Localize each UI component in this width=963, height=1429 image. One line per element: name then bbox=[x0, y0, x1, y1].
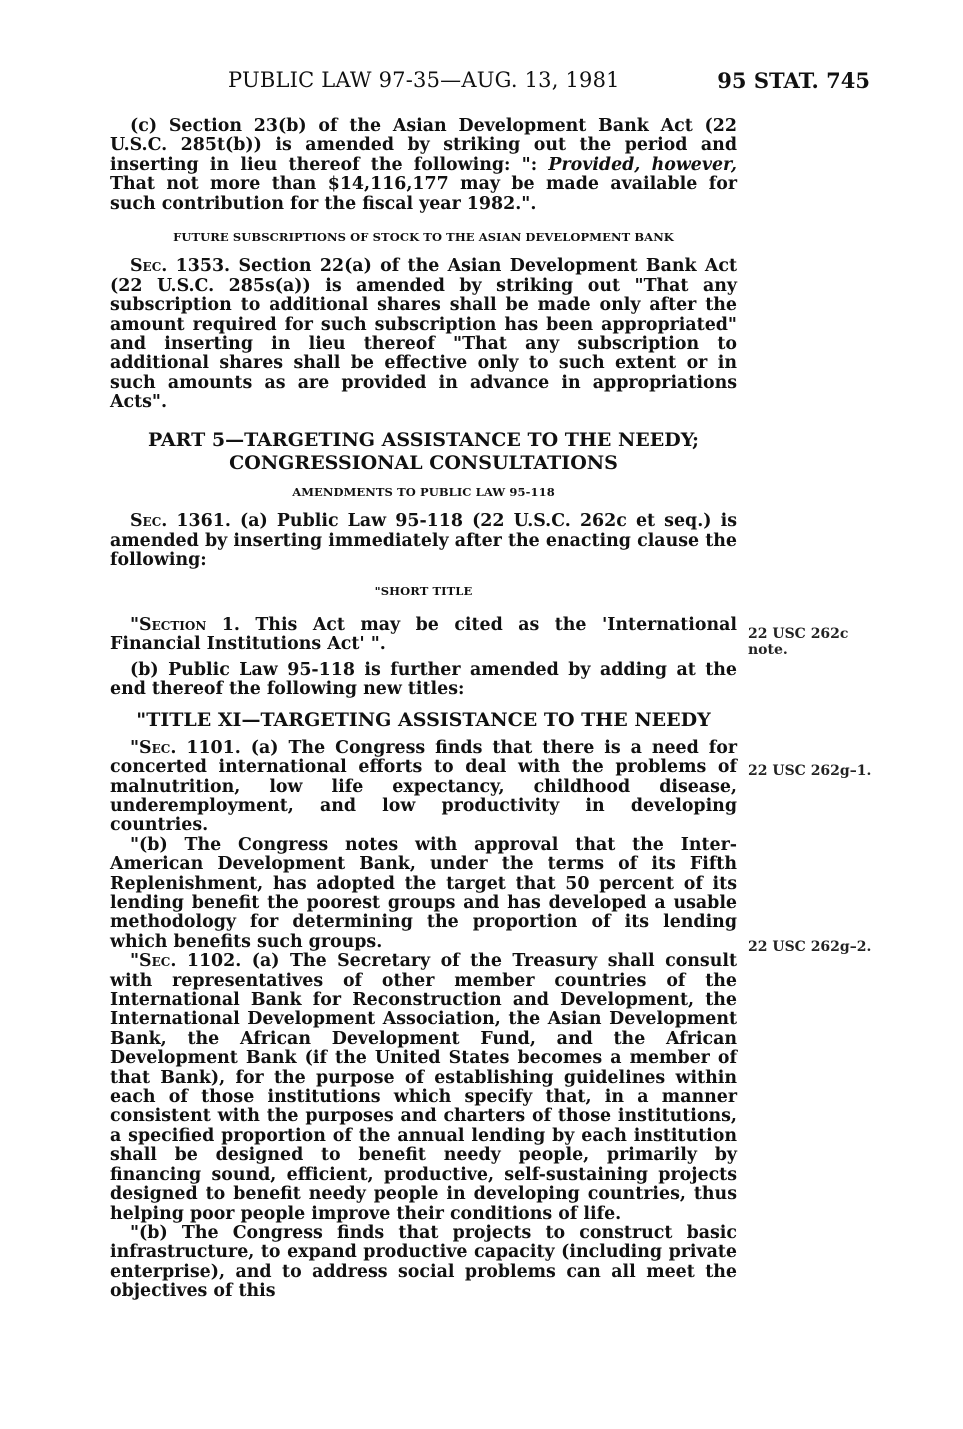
section-1-lead: "Section 1. bbox=[130, 614, 240, 635]
section-1101-a-text: (a) The Congress finds that there is a need for concerted international efforts to deal with the problems of malnutrition, low life expectancy, childhood disease, underemployment, and low productivity in developing countries. bbox=[110, 737, 737, 836]
heading-short-title: "SHORT TITLE bbox=[374, 584, 473, 599]
section-1353-text: Section 22(a) of the Asian Development Bank Act (22 U.S.C. 285s(a)) is amended by striking out "That any subscription to additional shares shall be made only after the amount required for such subscription has been appropriated" and inserting in lieu thereof "That any subscription to additional shares shall be effective only to such extent or in such amounts as are provided in advance in appropriations Acts". bbox=[110, 256, 737, 413]
margin-note-262g-2: 22 USC 262g–2. bbox=[748, 939, 872, 955]
paragraph-c-text-end: That not more than $14,116,177 may be made available for such contribution for the fiscal year 1982.". bbox=[110, 174, 737, 214]
margin-note-262c bbox=[748, 626, 848, 658]
margin-note-262g-1: 22 USC 262g–1. bbox=[748, 763, 872, 779]
section-1101-a bbox=[110, 739, 737, 836]
part-5-line-2: CONGRESSIONAL CONSULTATIONS bbox=[229, 451, 618, 474]
part-5-heading bbox=[110, 429, 737, 475]
part-5-line-1: PART 5—TARGETING ASSISTANCE TO THE NEEDY; bbox=[148, 428, 699, 451]
margin-note-262c-line-2: note. bbox=[748, 642, 788, 658]
margin-note-262c-line-1: 22 USC 262c bbox=[748, 626, 849, 642]
page-header bbox=[110, 68, 870, 98]
section-1353 bbox=[110, 257, 737, 412]
paragraph-c-italic: Provided, however, bbox=[548, 154, 737, 175]
title-xi-heading: "TITLE XI—TARGETING ASSISTANCE TO THE NEEDY bbox=[136, 709, 711, 732]
section-1 bbox=[110, 616, 737, 655]
header-page-number: 95 STAT. 745 bbox=[717, 68, 870, 93]
section-1361-text: (a) Public Law 95-118 (22 U.S.C. 262c et seq.) is amended by inserting immediately after the enacting clause the following: bbox=[110, 511, 737, 570]
section-1101-b: "(b) The Congress notes with approval that the Inter-American Development Bank, under the terms of its Fifth Replenishment, has adopted the target that 50 percent of its lending benefit the poorest groups and has developed a usable methodology for determining the proportion of its lending which benefits such groups. bbox=[110, 834, 737, 952]
section-1102-a bbox=[110, 952, 737, 1224]
section-1353-lead: Sec. 1353. bbox=[130, 256, 231, 277]
paragraph-c bbox=[110, 117, 737, 214]
section-1102-lead: "Sec. 1102. bbox=[130, 951, 242, 972]
header-title: PUBLIC LAW 97-35—AUG. 13, 1981 bbox=[228, 68, 620, 92]
section-1-text: This Act may be cited as the 'International Financial Institutions Act' ". bbox=[110, 614, 737, 655]
section-1361 bbox=[110, 512, 737, 570]
paragraph-c-text: (c) Section 23(b) of the Asian Development Bank Act (22 U.S.C. 285t(b)) is amended by striking out the period and inserting in lieu thereof the following: ": bbox=[110, 116, 737, 175]
section-1361-lead: Sec. 1361. bbox=[130, 511, 231, 532]
section-1102-b: "(b) The Congress finds that projects to construct basic infrastructure, to expand productive capacity (including private enterprise), and to address social problems can all meet the objectives of this bbox=[110, 1222, 737, 1302]
section-1102-a-text: (a) The Secretary of the Treasury shall consult with representatives of other member countries of the International Bank for Reconstruction and Development, the International Development Association, the Asian Development Bank, the African Development Fund, and the African Development Bank (if the United States becomes a member of that Bank), for the purpose of establishing guidelines within each of those institutions which specify that, in a manner consistent with the purposes and charters of those institutions, a specified proportion of the annual lending by each institution shall be designed to benefit needy people, primarily by financing sound, efficient, productive, self-sustaining projects designed to benefit needy people in developing countries, thus helping poor people improve their conditions of life. bbox=[110, 951, 737, 1224]
heading-future-subscriptions: FUTURE SUBSCRIPTIONS OF STOCK TO THE ASIAN DEVELOPMENT BANK bbox=[173, 230, 674, 245]
section-1101-lead: "Sec. 1101. bbox=[130, 737, 241, 758]
heading-amendments: AMENDMENTS TO PUBLIC LAW 95-118 bbox=[292, 484, 555, 499]
document-body bbox=[110, 117, 737, 1302]
paragraph-b: (b) Public Law 95-118 is further amended by adding at the end thereof the following new titles: bbox=[110, 659, 737, 699]
